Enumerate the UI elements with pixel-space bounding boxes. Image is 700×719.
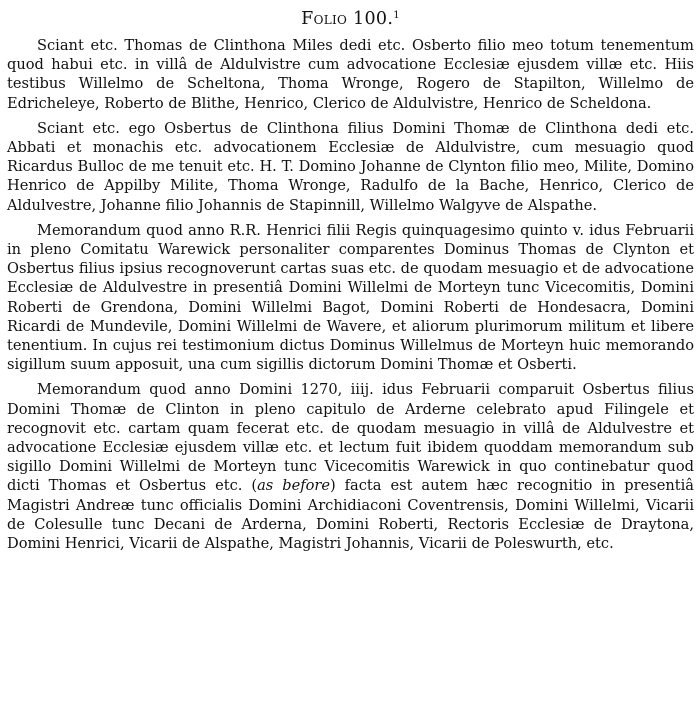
entry-4-text-before: Memorandum quod anno Domini 1270, iiij. idus Februarii comparuit Osbertus filius Domini Thomæ de Clinton in pleno capitulo de Arderne celebrato apud Filingele et recognovit etc. cartam quam fecerat etc. de quodam mesuagio in villâ de Aldulvestre et advocatione Ecclesiæ ejusdem villæ etc. et lectum fuit ibidem quoddam memorandum sub sigillo Domini Willelmi de Morteyn tunc Vicecomitis Warewick in quo continebatur quod dicti Thomas et Osbertus etc. ( <box>7 381 694 495</box>
entry-paragraph-1: Sciant etc. Thomas de Clinthona Miles dedi etc. Osberto filio meo totum tenementum quod habui etc. in villâ de Aldulvistre cum advocatione Ecclesiæ ejusdem villæ etc. Hiis testibus Willelmo de Scheltona, Thoma Wronge, Rogero de Stapilton, Willelmo de Edricheleye, Roberto de Blithe, Henrico, Clerico de Aldulvistre, Henrico de Scheldona. <box>7 37 694 112</box>
entry-4-italic-note: as before <box>257 477 331 495</box>
entry-4-text-after: ) facta est autem hæc recognitio in presentiâ Magistri Andreæ tunc officialis Domini Archidiaconi Coventrensis, Domini Willelmi, Vicarii de Colesulle tunc Decani de Arderna, Domini Roberti, Rectoris Ecclesiæ de Draytona, Domini Henrici, Vicarii de Alspathe, Magistri Johannis, Vicarii de Poleswurth, etc. <box>7 477 694 553</box>
folio-heading-label: Folio 100. <box>301 9 394 29</box>
entry-paragraph-4 <box>7 380 694 553</box>
footnote-marker: 1 <box>393 10 400 21</box>
entry-paragraph-3: Memorandum quod anno R.R. Henrici filii Regis quinquagesimo quinto v. idus Februarii in pleno Comitatu Warewick personaliter comparentes Dominus Thomas de Clynton et Osbertus filius ipsius recognoverunt cartas suas etc. de quodam mesuagio et de advocatione Ecclesiæ de Aldulvestre in presentiâ Domini Willelmi de Morteyn tunc Vicecomitis, Domini Roberti de Grendona, Domini Willelmi Bagot, Domini Roberti de Hondesacra, Domini Ricardi de Mundevile, Domini Willelmi de Wavere, et aliorum plurimorum militum et libere tenentium. In cujus rei testimonium dictus Dominus Willelmus de Morteyn huic memorando sigillum suum apposuit, una cum sigillis dictorum Domini Thomæ et Osberti. <box>7 221 694 374</box>
folio-heading <box>7 8 694 30</box>
entry-paragraph-2: Sciant etc. ego Osbertus de Clinthona filius Domini Thomæ de Clinthona dedi etc. Abbati et monachis etc. advocationem Ecclesiæ de Aldulvistre, cum mesuagio quod Ricardus Bulloc de me tenuit etc. H. T. Domino Johanne de Clynton filio meo, Milite, Domino Henrico de Appilby Milite, Thoma Wronge, Radulfo de la Bache, Henrico, Clerico de Aldulvestre, Johanne filio Johannis de Stapinnill, Willelmo Walgyve de Alspathe. <box>7 119 694 214</box>
